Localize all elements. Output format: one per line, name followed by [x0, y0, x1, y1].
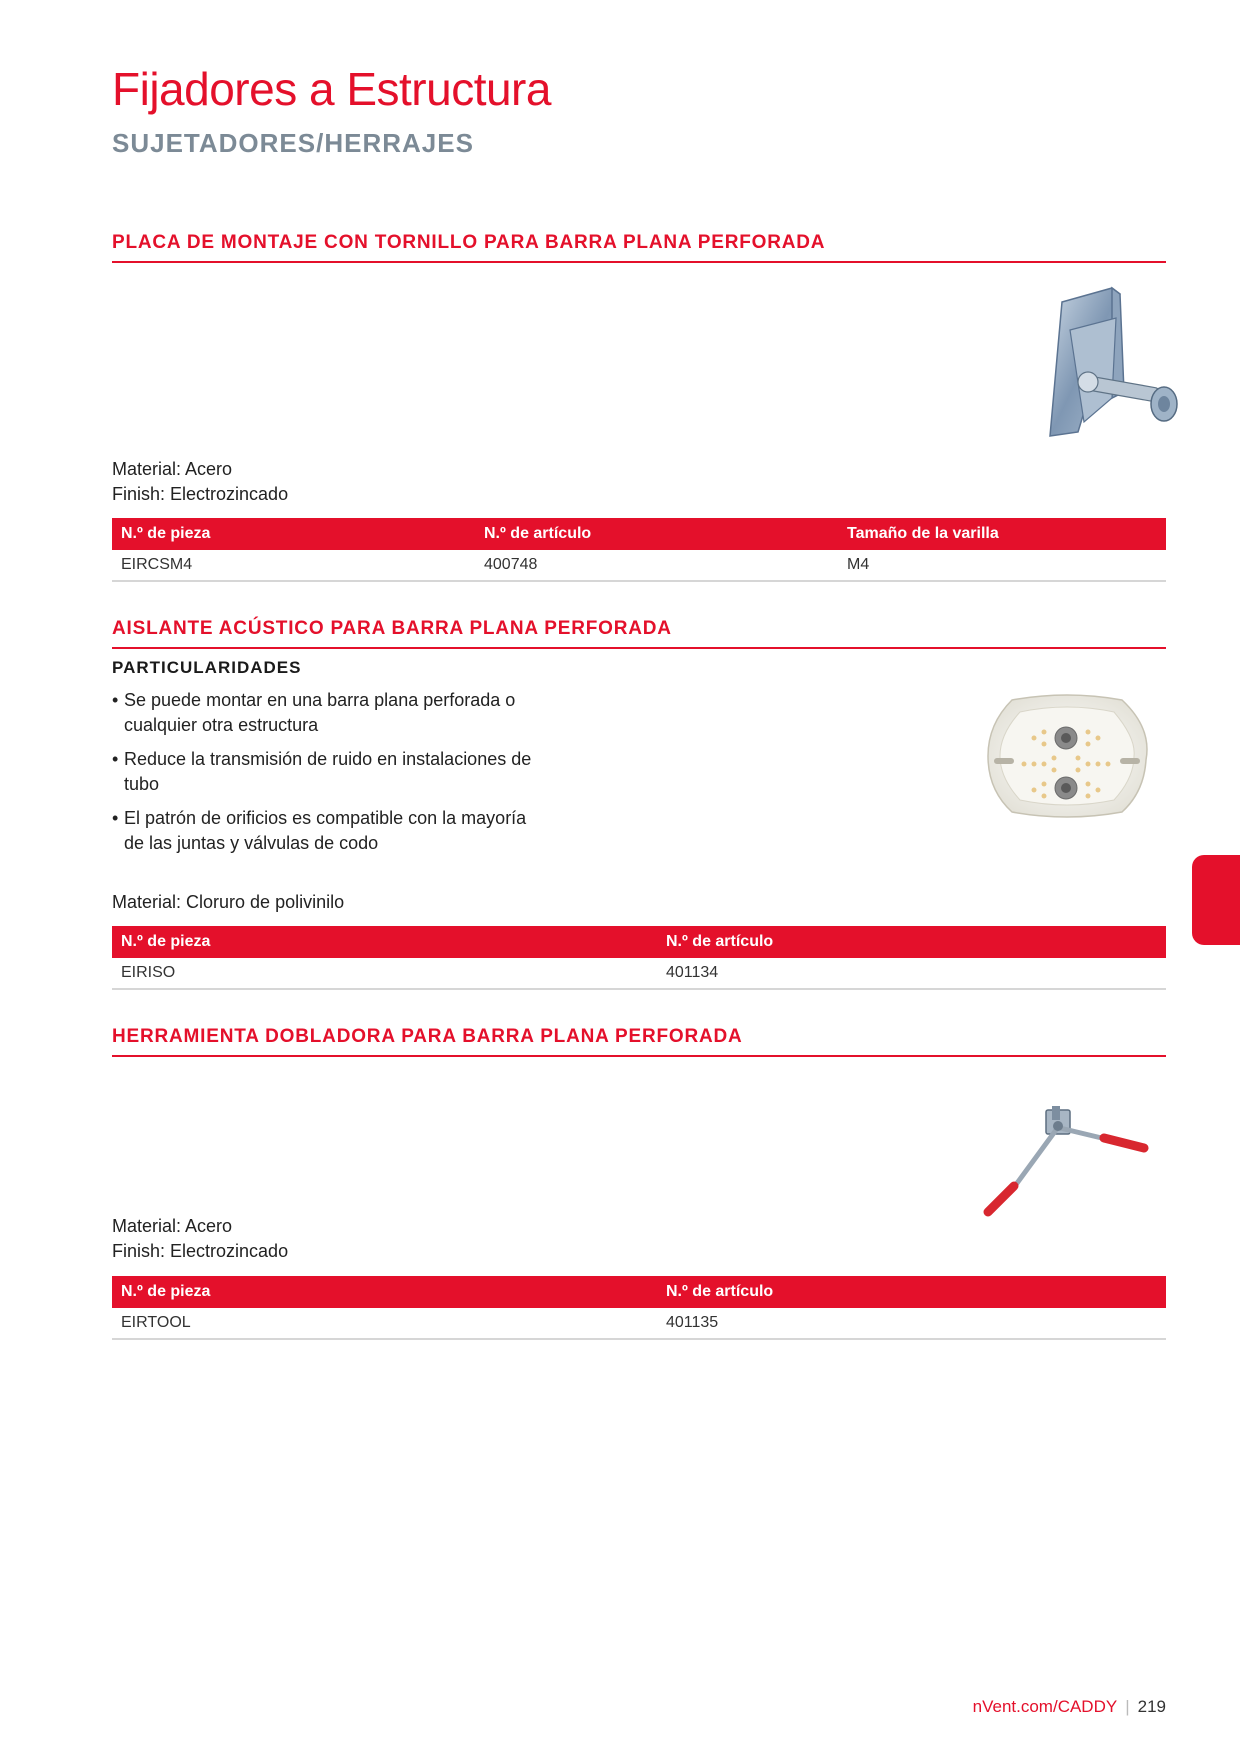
section-title-mounting-plate: PLACA DE MONTAJE CON TORNILLO PARA BARRA PLANA PERFORADA [112, 232, 1166, 263]
table-row [112, 1308, 1166, 1340]
cell-part-number: EIRISO [121, 964, 176, 981]
table-row [112, 550, 1166, 582]
cell-article-number: 400748 [484, 556, 538, 573]
cell-article-number: 401134 [666, 964, 719, 981]
table-row [112, 958, 1166, 990]
footer-separator: | [1125, 1697, 1130, 1716]
features-heading: PARTICULARIDADES [112, 658, 302, 677]
page-number: 219 [1137, 1697, 1166, 1716]
material-text: Material: Acero [112, 459, 233, 479]
cell-article-number: 401135 [666, 1314, 719, 1331]
bending-tool-image [980, 1106, 1150, 1218]
header-article-number: N.º de artículo [666, 1283, 774, 1300]
table-header [112, 1276, 1166, 1308]
header-part-number: N.º de pieza [121, 1283, 211, 1300]
section-title-acoustic-isolator: AISLANTE ACÚSTICO PARA BARRA PLANA PERFORADA [112, 618, 1166, 649]
section-title-bending-tool: HERRAMIENTA DOBLADORA PARA BARRA PLANA PERFORADA [112, 1026, 1166, 1057]
product-table-bending-tool [112, 1276, 1166, 1340]
section-side-tab [1192, 855, 1240, 945]
header-part-number: N.º de pieza [121, 525, 211, 542]
material-text: Material: Acero [112, 1216, 233, 1236]
cell-rod-size: M4 [847, 556, 870, 573]
header-article-number: N.º de artículo [484, 525, 592, 542]
cell-part-number: EIRTOOL [121, 1314, 191, 1331]
list-item: • Reduce la transmisión de ruido en instalaciones de tubo [112, 747, 532, 797]
features-list [112, 688, 532, 865]
table-header [112, 518, 1166, 550]
footer [973, 1697, 1166, 1717]
header-rod-size: Tamaño de la varilla [847, 525, 999, 542]
page-subtitle: SUJETADORES/HERRAJES [112, 128, 474, 158]
acoustic-isolator-image [984, 694, 1150, 820]
list-item: • Se puede montar en una barra plana perforada o cualquier otra estructura [112, 688, 532, 738]
footer-site-link[interactable]: nVent.com/CADDY [972, 1697, 1118, 1716]
header-article-number: N.º de artículo [666, 933, 774, 950]
table-header [112, 926, 1166, 958]
finish-text: Finish: Electrozincado [112, 1241, 289, 1261]
header-part-number: N.º de pieza [121, 933, 211, 950]
mounting-plate-image [1040, 282, 1180, 452]
product-table-acoustic-isolator [112, 926, 1166, 990]
list-item: • El patrón de orificios es compatible con la mayoría de las juntas y válvulas de codo [112, 806, 532, 856]
cell-part-number: EIRCSM4 [121, 556, 193, 573]
product-table-mounting-plate [112, 518, 1166, 582]
finish-text: Finish: Electrozincado [112, 484, 289, 504]
page-title: Fijadores a Estructura [112, 63, 551, 115]
material-text: Material: Cloruro de polivinilo [112, 892, 345, 912]
